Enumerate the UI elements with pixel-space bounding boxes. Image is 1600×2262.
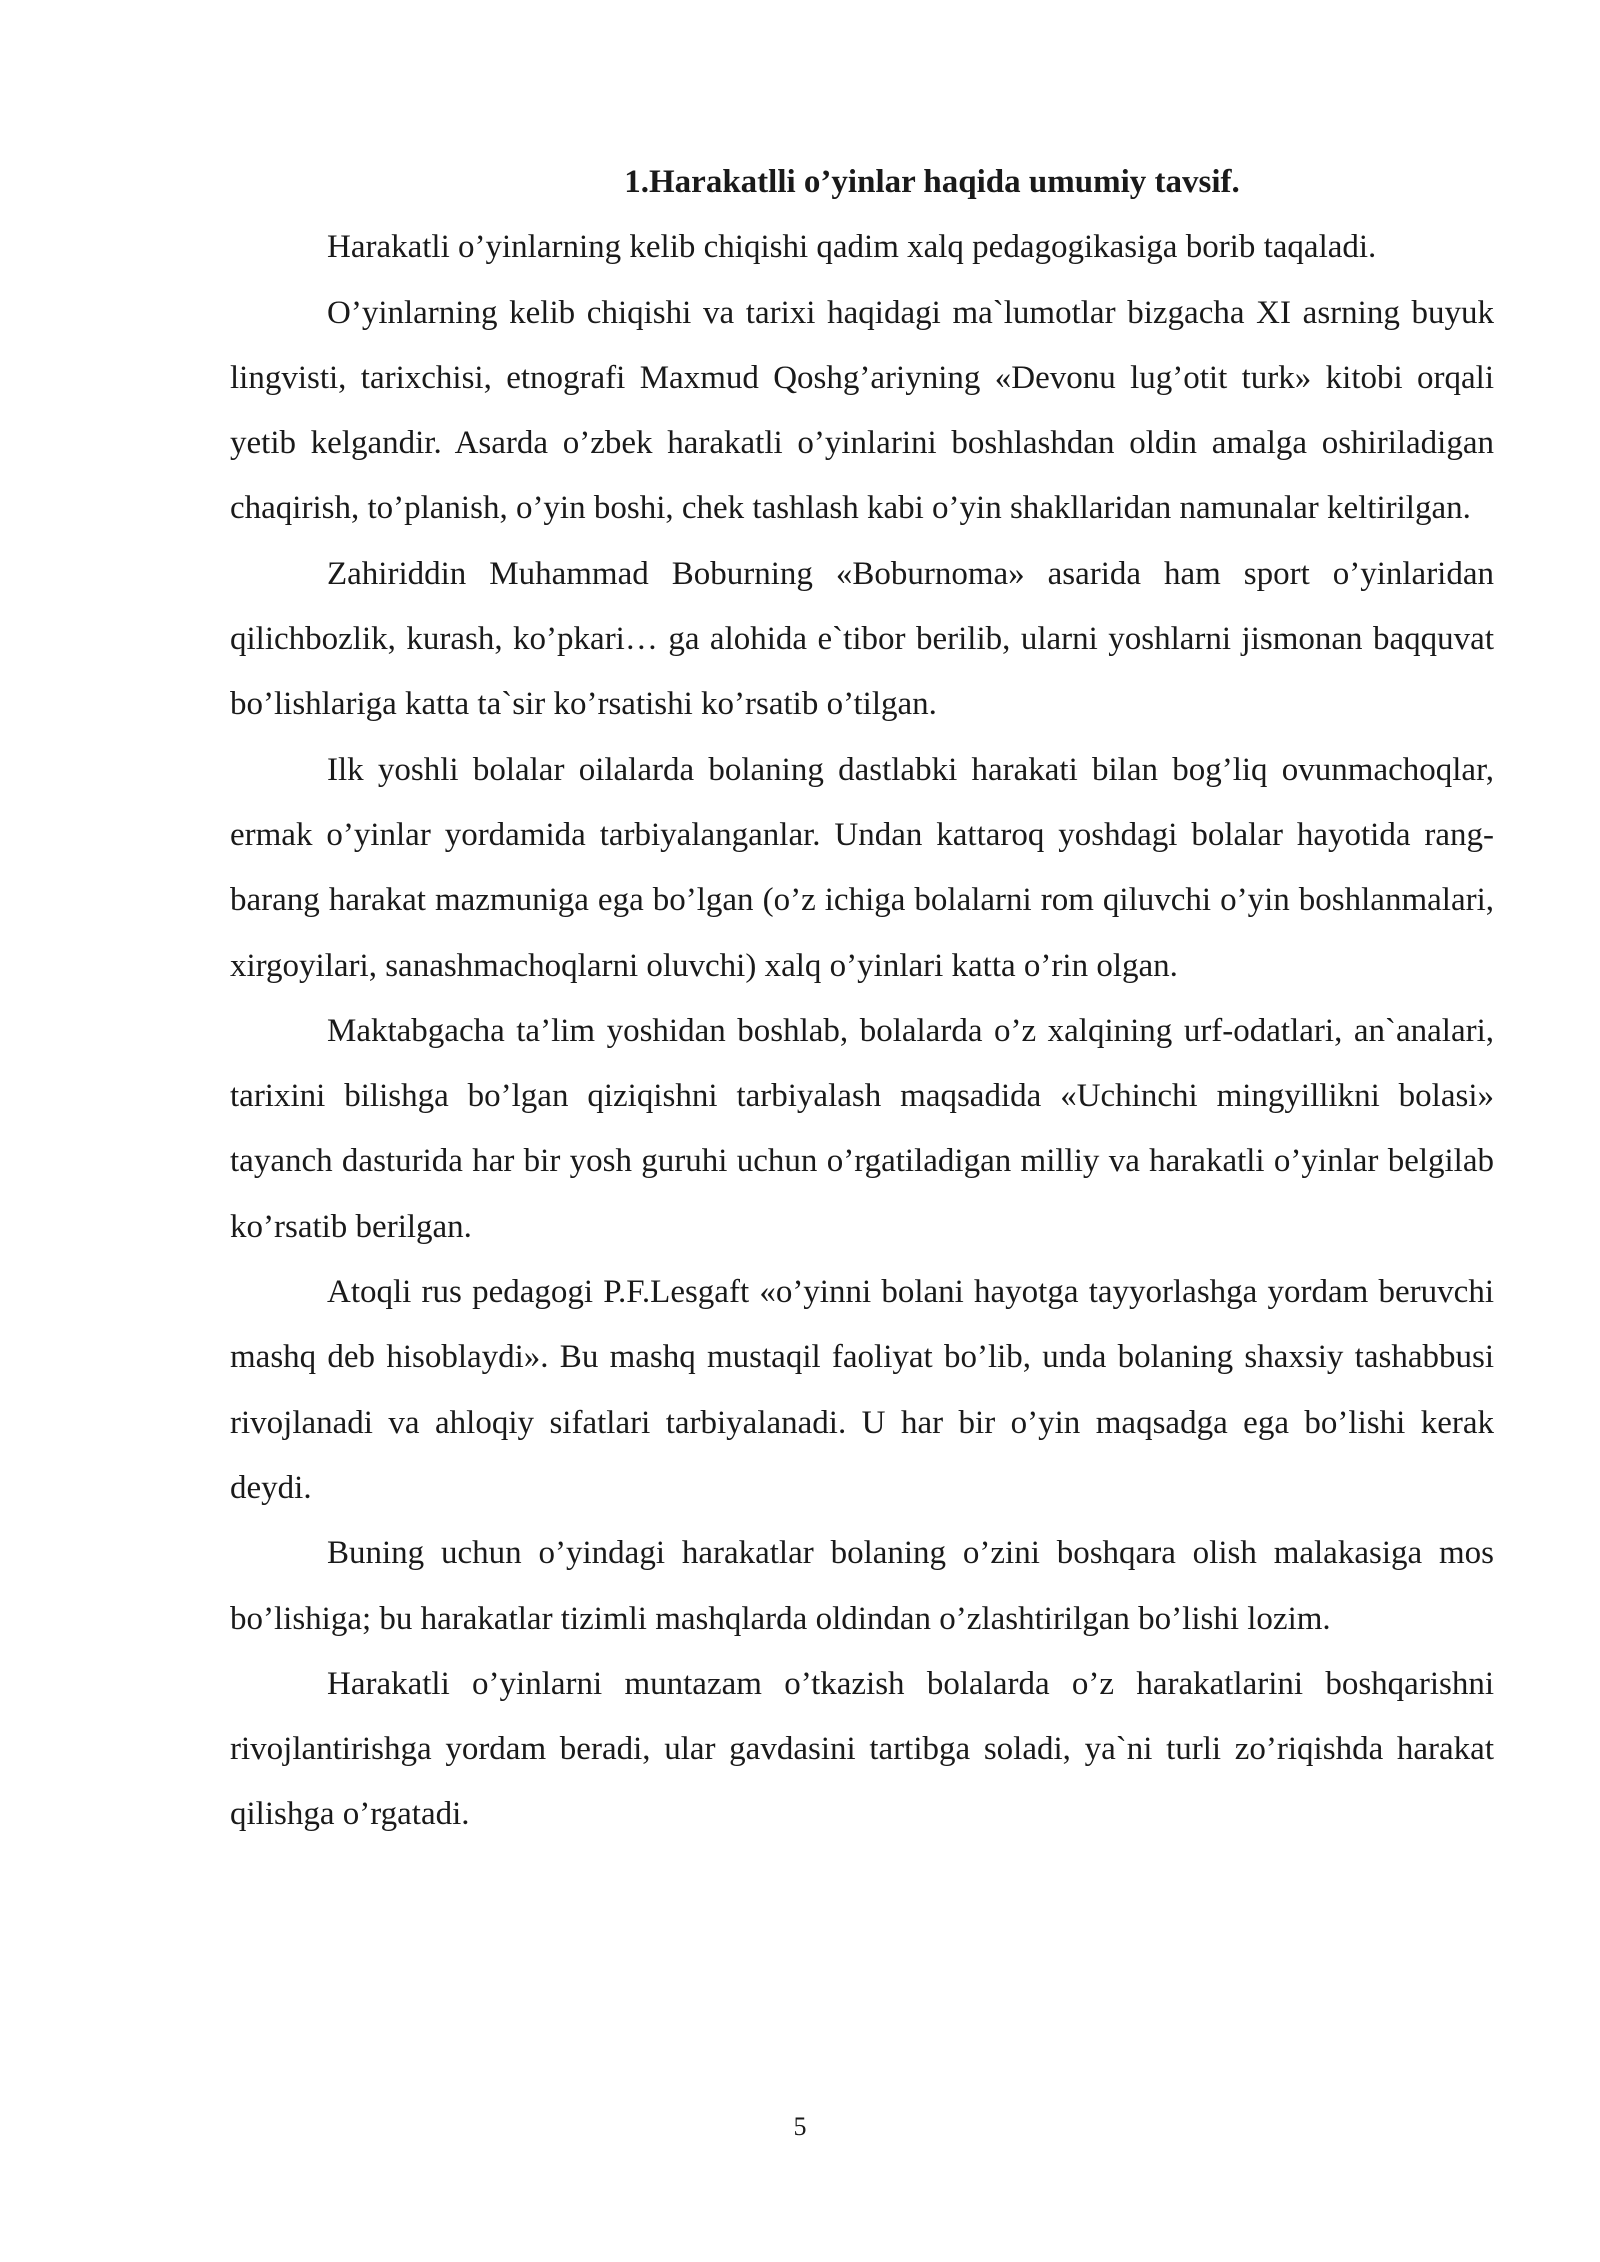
paragraph-history: O’yinlarning kelib chiqishi va tarixi haqidagi ma`lumotlar bizgacha XI asrning buyuk lingvisti, tarixchisi, etnografi Maxmud Qoshg’ariyning «Devonu lug’otit turk» kitobi orqali yetib kelgandir. Asarda o’zbek harakatli o’yinlarini boshlashdan oldin amalga oshiriladigan chaqirish, to’planish, o’yin boshi, chek tashlash kabi o’yin shakllaridan namunalar keltirilgan.	[230, 294, 1494, 527]
paragraph-boburnoma: Zahiriddin Muhammad Boburning «Boburnoma» asarida ham sport o’yinlaridan qilichbozlik, kurash, ko’pkari… ga alohida e`tibor berilib, ularni yoshlarni jismonan baqquvat bo’lishlariga katta ta`sir ko’rsatishi ko’rsatib o’tilgan.	[230, 555, 1494, 723]
paragraph-movements: Buning uchun o’yindagi harakatlar bolaning o’zini boshqara olish malakasiga mos bo’lishiga; bu harakatlar tizimli mashqlarda oldindan o’zlashtirilgan bo’lishi lozim.	[230, 1535, 1494, 1637]
page-number: 5	[793, 2112, 807, 2141]
paragraph-origins: Harakatli o’yinlarning kelib chiqishi qadim xalq pedagogikasiga borib taqaladi.	[327, 229, 1377, 266]
paragraph-lesgaft: Atoqli rus pedagogi P.F.Lesgaft «o’yinni bolani hayotga tayyorlashga yordam beruvchi mashq deb hisoblaydi». Bu mashq mustaqil faoliyat bo’lib, unda bolaning shaxsiy tashabbusi rivojlanadi va ahloqiy sifatlari tarbiyalanadi. U har bir o’yin maqsadga ega bo’lishi kerak deydi.	[230, 1274, 1494, 1506]
paragraph-early-childhood: Ilk yoshli bolalar oilalarda bolaning dastlabki harakati bilan bog’liq ovunmachoqlar, ermak o’yinlar yordamida tarbiyalanganlar. Undan kattaroq yoshdagi bolalar hayotida rang-barang harakat mazmuniga ega bo’lgan (o’z ichiga bolalarni rom qiluvchi o’yin boshlanmalari, xirgoyilari, sanashmachoqlarni oluvchi) xalq o’yinlari katta o’rin olgan.	[230, 751, 1494, 984]
section-heading: 1.Harakatlli o’yinlar haqida umumiy tavsif.	[624, 164, 1240, 200]
document-page	[230, 150, 1494, 1848]
paragraph-regular-games: Harakatli o’yinlarni muntazam o’tkazish bolalarda o’z harakatlarini boshqarishni rivojlantirishga yordam beradi, ular gavdasini tartibga soladi, ya`ni turli zo’riqishda harakat qilishga o’rgatadi.	[230, 1665, 1494, 1833]
paragraph-preschool: Maktabgacha ta’lim yoshidan boshlab, bolalarda o’z xalqining urf-odatlari, an`analari, tarixini bilishga bo’lgan qiziqishni tarbiyalash maqsadida «Uchinchi mingyillikni bolasi» tayanch dasturida har bir yosh guruhi uchun o’rgatiladigan milliy va harakatli o’yinlar belgilab ko’rsatib berilgan.	[230, 1012, 1494, 1245]
